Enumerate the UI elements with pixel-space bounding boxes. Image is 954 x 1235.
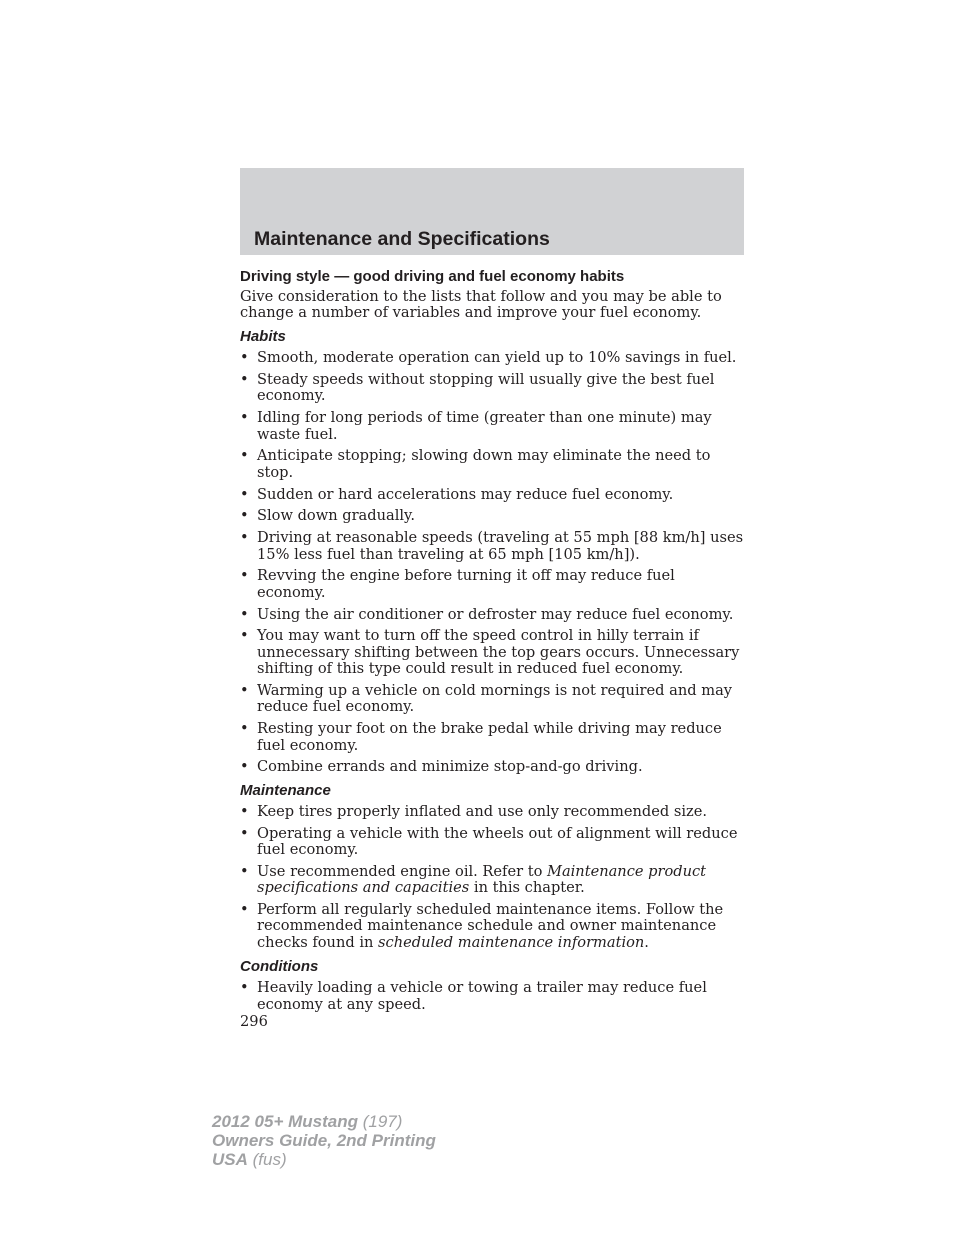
bullet: • — [240, 824, 249, 842]
maintenance-heading: Maintenance — [240, 781, 331, 799]
document-footer — [212, 1112, 436, 1169]
list-item: • Revving the engine before turning it off may reduce fuel economy. — [240, 567, 675, 601]
bullet: • — [240, 802, 249, 820]
footer-line-1: 2012 05+ Mustang (197) — [212, 1112, 403, 1131]
maintenance-list — [240, 804, 744, 951]
bullet: • — [240, 682, 249, 699]
bullet: • — [240, 758, 249, 776]
habits-heading: Habits — [240, 328, 286, 346]
bullet: • — [240, 349, 249, 367]
list-item: • Smooth, moderate operation can yield up to 10% savings in fuel. — [240, 349, 737, 367]
bullet: • — [240, 447, 249, 465]
bullet: • — [240, 720, 249, 738]
list-item: • Resting your foot on the brake pedal while driving may reduce fuel economy. — [240, 720, 722, 754]
list-item: • Combine errands and minimize stop-and-go driving. — [240, 758, 643, 776]
cross-reference: Maintenance product specifications and capacities — [257, 862, 707, 897]
bullet: • — [240, 507, 249, 525]
bullet: • — [240, 862, 249, 880]
list-item: • Sudden or hard accelerations may reduce fuel economy. — [240, 485, 674, 503]
conditions-heading: Conditions — [240, 958, 319, 976]
list-item: • Operating a vehicle with the wheels out of alignment will reduce fuel economy. — [240, 824, 738, 859]
list-item: • Using the air conditioner or defroster may reduce fuel economy. — [240, 605, 734, 623]
conditions-list — [240, 980, 744, 1013]
section-title: Driving style — good driving and fuel economy habits — [240, 268, 625, 285]
list-item: • Idling for long periods of time (greater than one minute) may waste fuel. — [240, 409, 712, 443]
section-intro: Give consideration to the lists that follow and you may be able to change a number of variables and improve your fuel economy. — [240, 288, 722, 321]
list-item: • Warming up a vehicle on cold mornings is not required and may reduce fuel economy. — [240, 682, 733, 716]
bullet: • — [240, 370, 249, 388]
bullet: • — [240, 979, 249, 997]
list-item: • Heavily loading a vehicle or towing a trailer may reduce fuel economy at any speed. — [240, 979, 707, 1013]
page-title: Maintenance and Specifications — [254, 228, 550, 250]
bullet: • — [240, 605, 249, 623]
page-content — [240, 267, 744, 1030]
header-band — [240, 168, 744, 255]
list-item: • Use recommended engine oil. Refer to Maintenance product specifications and capacities in this chapter. — [240, 862, 707, 897]
list-item: • You may want to turn off the speed control in hilly terrain if unnecessary shifting between the top gears occurs. Unnecessary shifting of this type could result in reduced fuel economy. — [240, 627, 740, 678]
list-item: • Slow down gradually. — [240, 507, 415, 525]
footer-line-3: USA (fus) — [212, 1150, 287, 1169]
footer-line-2: Owners Guide, 2nd Printing — [212, 1131, 436, 1150]
list-item: • Anticipate stopping; slowing down may eliminate the need to stop. — [240, 447, 711, 481]
list-item: • Driving at reasonable speeds (traveling at 55 mph [88 km/h] uses 15% less fuel than traveling at 65 mph [105 km/h]). — [240, 529, 744, 563]
bullet: • — [240, 529, 249, 547]
bullet: • — [240, 901, 249, 919]
list-item: • Perform all regularly scheduled maintenance items. Follow the recommended maintenance schedule and owner maintenance checks found in scheduled maintenance information. — [240, 901, 724, 951]
bullet: • — [240, 485, 249, 503]
bullet: • — [240, 567, 249, 585]
list-item: • Keep tires properly inflated and use only recommended size. — [240, 802, 707, 820]
page-number: 296 — [240, 1013, 268, 1031]
bullet: • — [240, 409, 249, 427]
cross-reference: scheduled maintenance information — [378, 933, 645, 951]
list-item: • Steady speeds without stopping will usually give the best fuel economy. — [240, 370, 715, 405]
habits-list — [240, 350, 744, 776]
bullet: • — [240, 627, 249, 645]
